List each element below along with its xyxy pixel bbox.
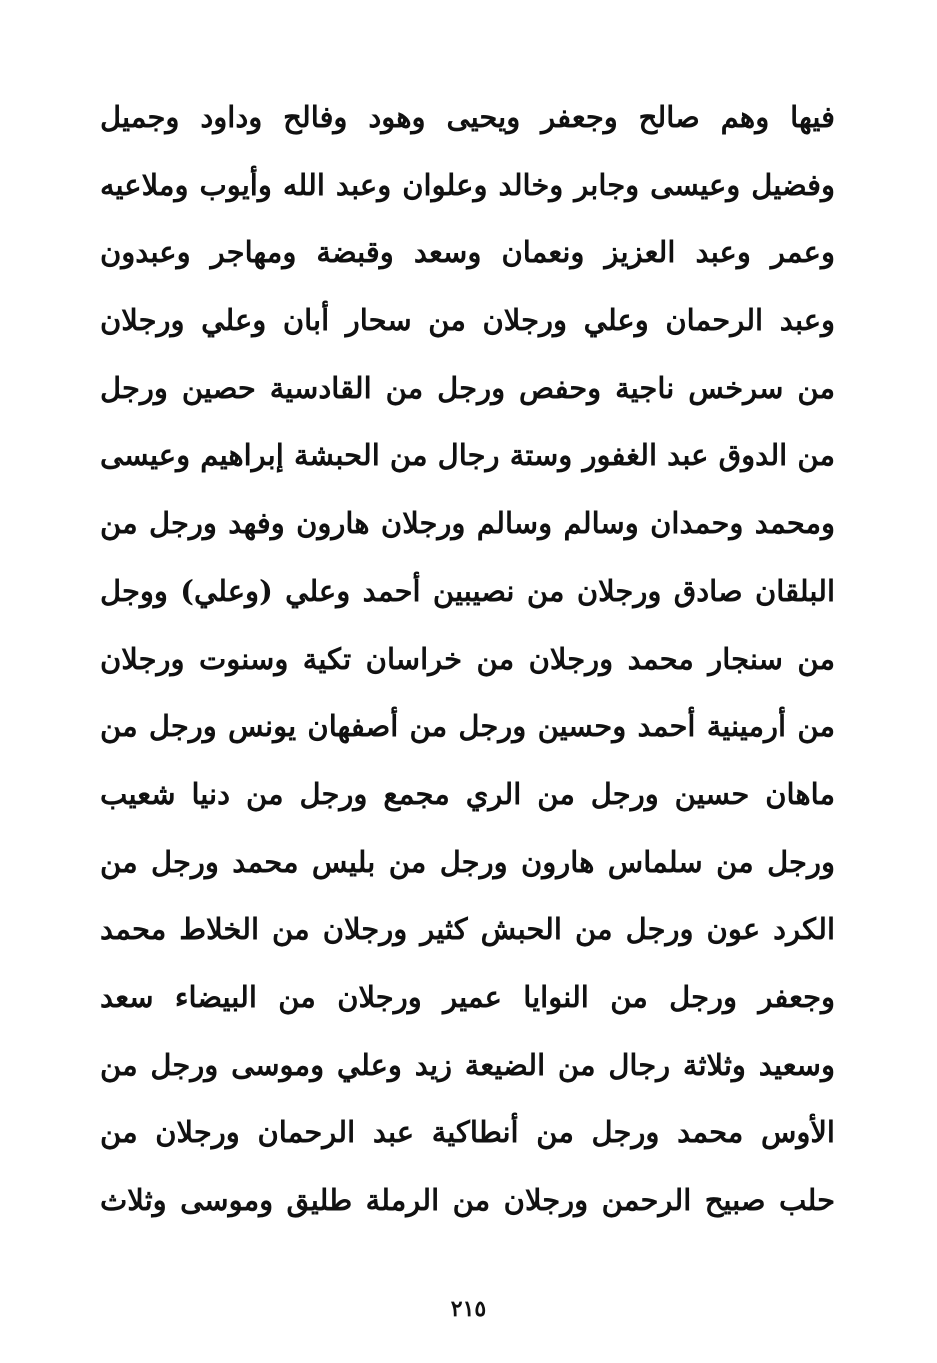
text-line: ورجل من سلماس هارون ورجل من بليس محمد ورجل من [100, 844, 835, 879]
text-line: ماهان حسين ورجل من الري مجمع ورجل من دنيا شعيب [100, 776, 835, 811]
text-line: وسعيد وثلاثة رجال من الضيعة زيد وعلي وموسى ورجل من [100, 1047, 835, 1082]
text-line: البلقان صادق ورجلان من نصيبين أحمد وعلي (وعلي) ووجل [100, 573, 835, 608]
text-line: من الدوق عبد الغفور وستة رجال من الحبشة إبراهيم وعيسى [100, 438, 835, 473]
text-line: ومحمد وحمدان وسالم وسالم ورجلان هارون وفهد ورجل من [100, 506, 835, 541]
text-line: فيها وهم صالح وجعفر ويحيى وهود وفالح وداود وجميل [100, 100, 835, 134]
text-line: وعبد الرحمان وعلي ورجلان من سحار أبان وعلي ورجلان [100, 303, 835, 338]
body-text [100, 84, 835, 1235]
text-line: من أرمينية أحمد وحسين ورجل من أصفهان يونس ورجل من [100, 709, 835, 744]
text-line: من سنجار محمد ورجلان من خراسان تكية وسنوت ورجلان [100, 641, 835, 676]
page-number: ٢١٥ [450, 1296, 487, 1322]
text-line: الأوس محمد ورجل من أنطاكية عبد الرحمان ورجلان من [100, 1115, 835, 1150]
text-line: الكرد عون ورجل من الحبش كثير ورجلان من الخلاط محمد [100, 912, 835, 947]
text-line: حلب صبيح الرحمن ورجلان من الرملة طليق وموسى وثلاث [100, 1183, 835, 1217]
text-line: وفضيل وعيسى وجابر وخالد وعلوان وعبد الله وأيوب وملاعيه [100, 167, 835, 202]
text-line: وعمر وعبد العزيز ونعمان وسعد وقبضة ومهاجر وعبدون [100, 235, 835, 270]
text-line: وجعفر ورجل من النوايا عمير ورجلان من البيضاء سعد [100, 979, 835, 1014]
text-line: من سرخس ناجية وحفص ورجل من القادسية حصين ورجل [100, 370, 835, 405]
